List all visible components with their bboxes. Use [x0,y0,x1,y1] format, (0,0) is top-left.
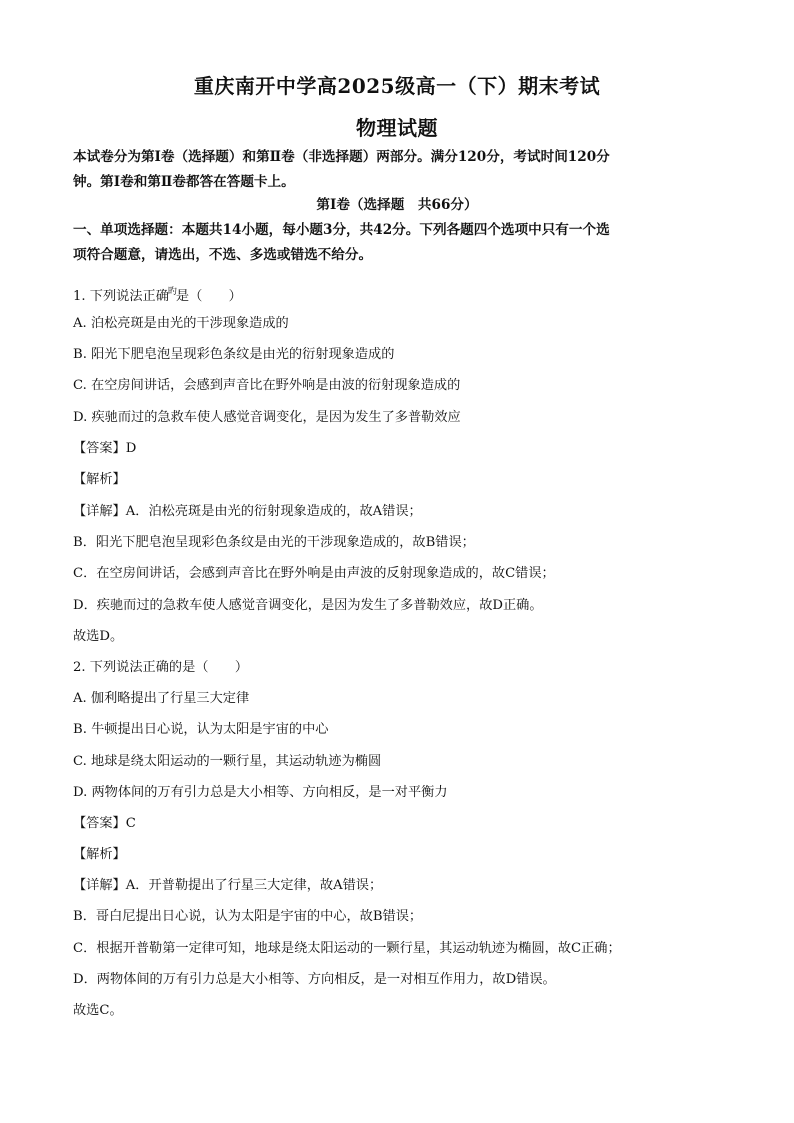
question-1-stem-end: 是（ ） [175,289,242,304]
question-2-detail-d: D．两物体间的万有引力总是大小相等、方向相反，是一对相互作用力，故D错误。 [73,972,556,987]
question-2-detail-c: C．根据开普勒第一定律可知，地球是绕太阳运动的一颗行星，其运动轨迹为椭圆，故C正确； [73,941,621,956]
question-1-option-d: D. 疾驰而过的急救车使人感觉音调变化，是因为发生了多普勒效应 [73,410,461,425]
question-2-stem: 2. 下列说法正确的是（ ） [73,660,249,675]
exam-title: 重庆南开中学高2025级高一（下）期末考试 [193,74,601,98]
section-instructions-line-2: 项符合题意，请选出，不选、多选或错选不给分。 [73,247,373,263]
question-2-analysis-label: 【解析】 [73,847,126,862]
question-2-conclusion: 故选C。 [73,1003,123,1018]
part1-heading: 第Ⅰ卷（选择题 共66分） [316,197,478,213]
question-2-option-c: C. 地球是绕太阳运动的一颗行星，其运动轨迹为椭圆 [73,754,382,769]
subject-title: 物理试题 [356,116,438,140]
question-1-detail-b: B．阳光下肥皂泡呈现彩色条纹是由光的干涉现象造成的，故B错误； [73,535,475,550]
question-1-stem-start: 1. 下列说法正确 [73,289,169,304]
question-1-detail-a: 【详解】A．泊松亮斑是由光的衍射现象造成的，故A错误； [73,504,422,519]
question-1-conclusion: 故选D。 [73,629,124,644]
question-2-detail-a: 【详解】A．开普勒提出了行星三大定律，故A错误； [73,878,383,893]
question-1-detail-d: D．疾驰而过的急救车使人感觉音调变化，是因为发生了多普勒效应，故D正确。 [73,598,543,613]
question-1-option-a: A. 泊松亮斑是由光的干涉现象造成的 [73,316,289,331]
question-2-answer: 【答案】C [73,816,136,831]
question-1-answer: 【答案】D [73,441,137,456]
question-1-stem [73,282,242,307]
question-1-option-c: C. 在空房间讲话，会感到声音比在野外响是由波的衍射现象造成的 [73,378,461,393]
question-1-option-b: B. 阳光下肥皂泡呈现彩色条纹是由光的衍射现象造成的 [73,347,395,362]
question-1-stem-mark: 旳 [167,287,177,297]
intro-line-2: 钟。第Ⅰ卷和第Ⅱ卷都答在答题卡上。 [73,174,295,190]
intro-line-1: 本试卷分为第Ⅰ卷（选择题）和第Ⅱ卷（非选择题）两部分。满分120分，考试时间120分 [73,149,610,165]
question-1-analysis-label: 【解析】 [73,472,126,487]
section-instructions-line-1: 一、单项选择题：本题共14小题，每小题3分，共42分。下列各题四个选项中只有一个选 [73,222,610,238]
question-2-option-a: A. 伽利略提出了行星三大定律 [73,691,250,706]
question-2-option-b: B. 牛顿提出日心说，认为太阳是宇宙的中心 [73,722,329,737]
question-2-option-d: D. 两物体间的万有引力总是大小相等、方向相反，是一对平衡力 [73,785,448,800]
question-1-detail-c: C．在空房间讲话，会感到声音比在野外响是由声波的反射现象造成的，故C错误； [73,566,555,581]
question-2-detail-b: B．哥白尼提出日心说，认为太阳是宇宙的中心，故B错误； [73,909,423,924]
